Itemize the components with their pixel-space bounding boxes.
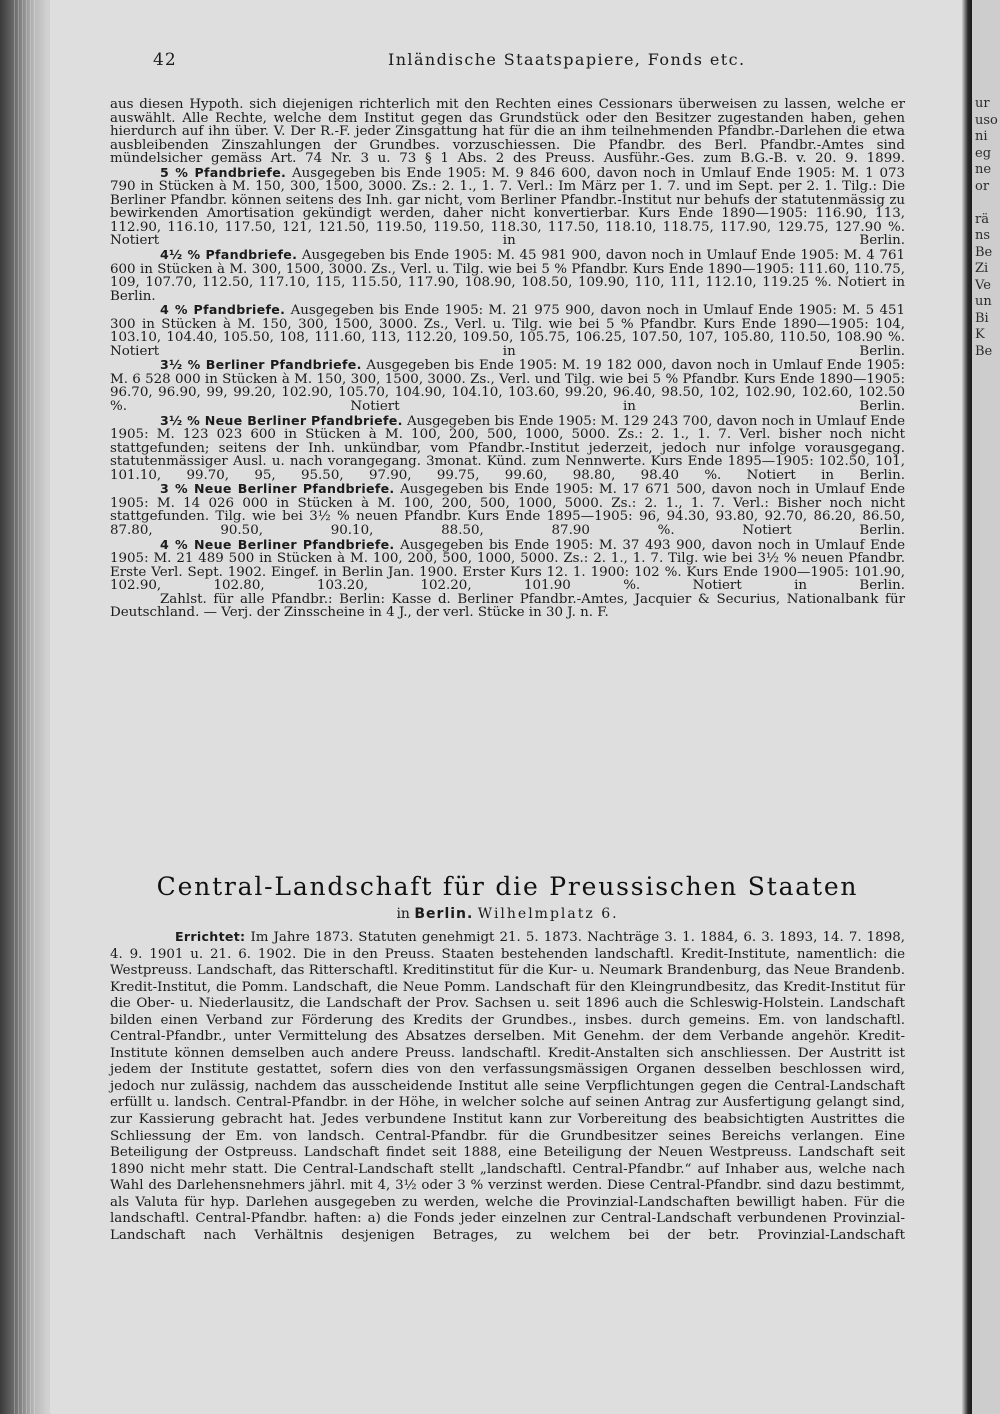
entry-text: Ausgegeben bis Ende 1905: M. 37 493 900, davon noch in Umlauf Ende 1905: M. 21 489 500 in Stücken à M. 100, 200, 500, 1000, 5000. Zs.: 2. 1., 1. 7. Tilg. wie bei 3½ % neuen Pfandbr. Erste Verl. Sept. 1902. Eingef. in Berlin Jan. 1900. Erster Kurs 12. 1. 1900: 102 %. Kurs Ende 1900—1905: 101.90, 102.90, 102.80, 103.20, 102.20, 101.90 %. Notiert in Berlin. xyxy=(110,537,906,594)
entry-label: 5 % Pfandbriefe. xyxy=(160,164,287,180)
running-head xyxy=(153,50,943,70)
next-page-fragments: ur uso ni eg ne or rä ns Be Zi Ve un Bi K Be xyxy=(975,96,998,359)
central-landschaft-section xyxy=(110,929,905,1244)
founding-label: Errichtet: xyxy=(175,929,246,944)
entry-text: Ausgegeben bis Ende 1905: M. 19 182 000, davon noch in Umlauf Ende 1905: M. 6 528 000 in Stücken à M. 150, 300, 1500, 3000. Zs., Verl. und Tilg. wie bei 5 % Pfandbr. Kurs Ende 1890—1905: 96.70, 96.90, 99, 99.20, 102.90, 105.70, 104.90, 104.10, 103.60, 99.20, 96.40, 98.50, 102, 102.90, 102.60, 102.50 %. Notiert in Berlin. xyxy=(110,358,905,415)
entry-text: Ausgegeben bis Ende 1905: M. 45 981 900, davon noch in Umlauf Ende 1905: M. 4 761 600 in Stücken à M. 300, 1500, 3000. Zs., Verl. u. Tilg. wie bei 5 % Pfandbr. Kurs Ende 1890—1905: 111.60, 110.75, 109, 107.70, 112.50, 117.10, 115, 115.50, 117.90, 108.90, 108.50, 109.90, 110, 111, 112.10, 119.25 %. Notiert in Berlin. xyxy=(110,248,905,304)
entry-text: Ausgegeben bis Ende 1905: M. 17 671 500, davon noch in Umlauf Ende 1905: M. 14 026 000 in Stücken à M. 100, 200, 500, 1000, 5000. Zs.: 2. 1., 1. 7. Verl.: Bisher noch nicht stattgefunden. Tilg. wie bei 3½ % neuen Pfandbr. Kurs Ende 1895—1905: 96, 94.30, 93.80, 92.70, 86.20, 86.50, 87.80, 90.50, 90.10, 88.50, 87.90 %. Notiert Berlin. xyxy=(110,482,906,538)
entry-paragraph xyxy=(110,358,905,413)
entry-text: Ausgegeben bis Ende 1905: M. 129 243 700, davon noch in Umlauf Ende 1905: M. 123 023 600 in Stücken à M. 100, 200, 500, 1000, 5000. Zs.: 2. 1., 1. 7. Verl. bisher noch nicht stattgefunden; seitens der Inh. unkündbar, vom Pfandbr.-Institut jederzeit, jedoch nur infolge vorausgegang. statutenmässiger Ausl. u. nach vorangegang. 3monat. Künd. zum Nennwerte. Kurs Ende 1895—1905: 102.50, 101, 101.10, 99.70, 95, 95.50, 97.90, 99.75, 99.60, 98.80, 98.40 %. Notiert in Berlin. xyxy=(110,413,905,483)
entry-text: Ausgegeben bis Ende 1905: M. 21 975 900, davon noch in Umlauf Ende 1905: M. 5 451 300 in Stücken à M. 150, 300, 1500, 3000. Zs., Verl. u. Tilg. wie bei 5 % Pfandbr. Kurs Ende 1890—1905: 104, 103.10, 104.40, 105.50, 108, 111.60, 113, 112.20, 109.50, 105.75, 106.25, 107.50, 107, 105.80, 110.50, 108.90 %. Notiert in Berlin. xyxy=(110,303,906,359)
entry-text: Ausgegeben bis Ende 1905: M. 9 846 600, davon noch in Umlauf Ende 1905: M. 1 073 790 in Stücken à M. 150, 300, 1500, 3000. Zs.: 2. 1., 1. 7. Verl.: Im März per 1. 7. und im Sept. per 2. 1. Tilg.: Die Berliner Pfandbr. können seitens des Inh. gar nicht, vom Berliner Pfandbr.-Institut nur behufs der statutenmässig zu bewirkenden Amortisation gekündigt werden, daher nicht konvertierbar. Kurs Ende 1890—1905: 116.90, 113, 112.90, 116.10, 117.50, 121, 121.50, 119.50, 119.50, 118.30, 117.50, 118.10, 118.75, 117.90, 129.75, 127.90 %. Notiert in Berlin. xyxy=(110,165,905,249)
next-page-sliver xyxy=(972,0,1000,1414)
founding-text: Im Jahre 1873. Statuten genehmigt 21. 5. 1873. Nachträge 3. 1. 1884, 6. 3. 1893, 14. 7. 1898, 4. 9. 1901 u. 21. 6. 1902. Die in den Preuss. Staaten bestehenden landschaftl. Kredit-Institute, namentlich: die Westpreuss. Landschaft, das Ritterschaftl. Kreditinstitut für die Kur- u. Neumark Brandenburg, das Neue Brandenb. Kredit-Institut, die Pomm. Landschaft, die Neue Pomm. Landschaft für den Kleingrundbesitz, das Kredit-Institut für die Ober- u. Niederlausitz, die Landschaft der Prov. Sachsen u. seit 1896 auch die Schleswig-Holstein. Landschaft bilden einen Verband zur Förderung des Kredits der Grundbes., insbes. durch gemeins. Em. von landschaftl. Central-Pfandbr., unter Vermittelung des Absatzes derselben. Mit Genehm. der dem Verbande angehör. Kredit-Institute können demselben auch andere Preuss. landschaftl. Kredit-Anstalten sich anschliessen. Der Austritt ist jedem der Institute gestattet, sofern dies von den verfassungsmässigen Organen desselben beschlossen wird, jedoch nur zulässig, nachdem das ausscheidende Institut alle seine Verpflichtungen gegen die Central-Landschaft erfüllt u. landsch. Central-Pfandbr. in der Höhe, in welcher solche auf seinen Antrag zur Ausfertigung gelangt sind, zur Kassierung gebracht hat. Jedes verbundene Institut kann zur Vorbereitung des beabsichtigten Austrittes die Schliessung der Em. von landsch. Central-Pfandbr. für die Grundbesitzer seines Bereichs verlangen. Eine Beteiligung der Ostpreuss. Landschaft findet seit 1888, eine Beteiligung der Neuen Westpreuss. Landschaft seit 1890 nicht mehr statt. Die Central-Landschaft stellt „landschaftl. Central-Pfandbr.“ auf Inhaber aus, welche nach Wahl des Darlehensnehmers jährl. mit 4, 3½ oder 3 % verzinst werden. Diese Central-Pfandbr. sind dazu bestimmt, als Valuta für hyp. Darlehen ausgegeben zu werden, welche die Provinzial-Landschaften bewilligt haben. Für die landschaftl. Central-Pfandbr. haften: a) die Fonds jeder einzelnen zur Central-Landschaft verbundenen Provinzial-Landschaft nach Verhältnis desjenigen Betrages, zu welchem bei der betr. Provinzial-Landschaft xyxy=(110,930,905,1243)
entry-label: 3½ % Berliner Pfandbriefe. xyxy=(160,357,362,373)
payment-text: Zahlst. für alle Pfandbr.: Berlin: Kasse d. Berliner Pfandbr.-Amtes, Jacquier & Securius, Nationalbank für Deutschland. — Verj. der Zinsscheine in 4 J., der verl. Stücke in 30 J. n. F. xyxy=(110,591,905,621)
entry-label: 4 % Pfandbriefe. xyxy=(160,302,286,318)
entry-paragraph xyxy=(110,248,905,303)
entry-paragraph xyxy=(110,166,905,248)
entry-paragraph xyxy=(110,414,905,483)
section-address xyxy=(110,906,905,922)
intro-paragraph: aus diesen Hypoth. sich diejenigen richterlich mit den Rechten eines Cessionars überweisen zu lassen, welche er auswählt. Alle Rechte, welche dem Institut gegen das Grundstück oder den Besitzer zugestanden haben, gehen hierdurch auf ihn über. V. Der R.-F. jeder Zinsgattung hat für die an ihm teilnehmenden Pfandbr.-Darlehen die etwa ausbleibenden Zinszahlungen der Grundbes. vorzuschiessen. Die Pfandbr. des Berl. Pfandbr.-Amtes sind mündelsicher gemäss Art. 74 Nr. 3 u. 73 § 1 Abs. 2 des Preuss. Ausführ.-Ges. zum B.G.-B. v. 20. 9. 1899. xyxy=(110,97,905,167)
entry-label: 3 % Neue Berliner Pfandbriefe. xyxy=(160,481,395,497)
book-gutter xyxy=(0,0,50,1414)
pfandbrief-section xyxy=(110,98,905,620)
page-edge-shadow xyxy=(962,0,972,1414)
entry-label: 4½ % Pfandbriefe. xyxy=(160,247,298,263)
entry-paragraph xyxy=(110,303,905,358)
street-address: Wilhelmplatz 6. xyxy=(477,906,619,922)
entry-paragraph xyxy=(110,538,905,593)
section-heading: Central-Landschaft für die Preussischen Staaten xyxy=(156,872,859,901)
gutter-page-edges xyxy=(14,0,36,1414)
entry-label: 3½ % Neue Berliner Pfandbriefe. xyxy=(160,412,403,428)
city-name: Berlin. xyxy=(414,906,474,922)
founding-paragraph xyxy=(110,929,905,1244)
payment-paragraph xyxy=(110,593,905,620)
entry-label: 4 % Neue Berliner Pfandbriefe. xyxy=(160,536,395,552)
page-number: 42 xyxy=(153,50,177,70)
running-head-title: Inländische Staatspapiere, Fonds etc. xyxy=(388,50,746,69)
entry-paragraph xyxy=(110,482,905,537)
location-prefix: in xyxy=(396,906,410,922)
